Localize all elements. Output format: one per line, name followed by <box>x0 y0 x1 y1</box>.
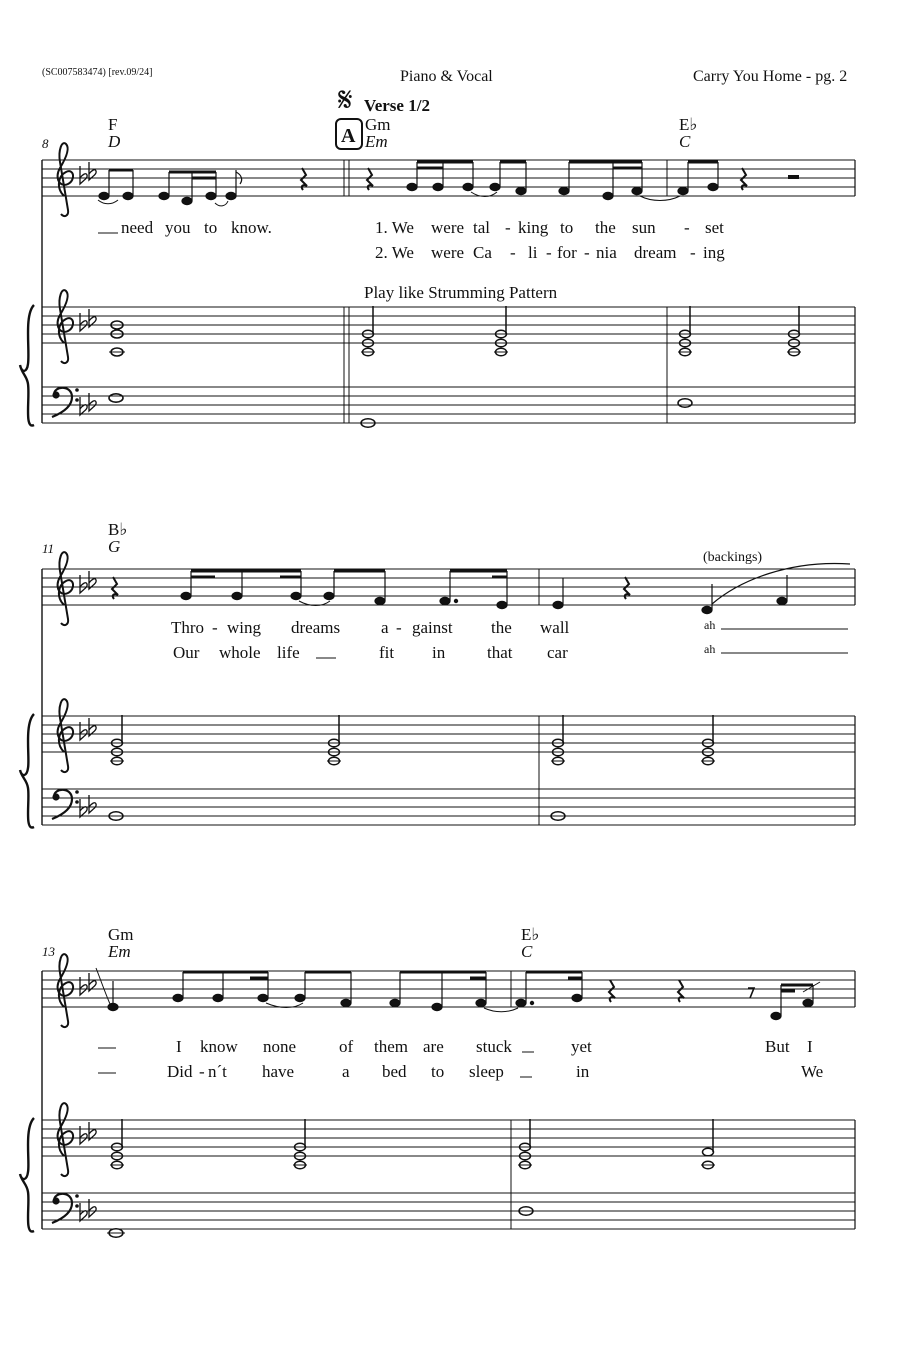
treble-clef-icon <box>58 552 74 625</box>
lyric-hyphen: - <box>510 243 516 262</box>
key-signature-icon <box>80 571 96 593</box>
lyric-syllable: sleep <box>469 1062 504 1081</box>
treble-clef-icon <box>58 699 74 772</box>
lyric-syllable: dreams <box>291 618 341 637</box>
lyric-syllable: ah <box>704 642 716 656</box>
lyric-hyphen: - <box>684 218 690 237</box>
system-1 <box>20 82 855 427</box>
lyric-syllable: 2. We <box>375 243 414 262</box>
lyric-syllable: dream <box>634 243 677 262</box>
lyric-syllable: life <box>277 643 300 662</box>
lyric-syllable: set <box>705 218 724 237</box>
rehearsal-mark: A <box>341 125 356 147</box>
key-signature-icon <box>80 718 96 740</box>
performance-instruction: Play like Strumming Pattern <box>364 283 558 302</box>
treble-clef-icon <box>58 954 74 1027</box>
bar-number: 11 <box>42 541 55 556</box>
lyric-syllable: li <box>528 243 538 262</box>
chord-symbol: Gm <box>108 925 134 944</box>
lyrics-line-1 <box>171 618 848 637</box>
backings-label: (backings) <box>703 550 763 565</box>
lyric-syllable: car <box>547 643 568 662</box>
lyric-syllable: wall <box>540 618 570 637</box>
lyric-syllable: n´t <box>208 1062 227 1081</box>
lyric-hyphen: - <box>396 618 402 637</box>
lyric-syllable: Our <box>173 643 200 662</box>
lyric-syllable: gainst <box>412 618 453 637</box>
lyric-syllable: them <box>374 1037 408 1056</box>
lyric-syllable: whole <box>219 643 261 662</box>
chord-symbol: B♭ <box>108 520 128 539</box>
lyric-syllable: in <box>576 1062 590 1081</box>
lyric-syllable: Did <box>167 1062 193 1081</box>
lyrics-line-2 <box>98 1062 823 1081</box>
lyric-syllable: know <box>200 1037 238 1056</box>
lyric-syllable: I <box>176 1037 182 1056</box>
system-3 <box>20 925 855 1237</box>
lyric-syllable: of <box>339 1037 354 1056</box>
lyric-syllable: ah <box>704 618 716 632</box>
lyric-syllable: to <box>204 218 218 237</box>
chord-alt-symbol: Em <box>365 132 388 151</box>
segno-icon: 𝄋 <box>338 82 353 119</box>
lyric-syllable: the <box>595 218 616 237</box>
bass-clef-icon <box>52 388 79 417</box>
lyric-syllable: were <box>431 243 465 262</box>
bass-clef-icon <box>52 790 79 819</box>
chord-alt-symbol: Em <box>108 942 131 961</box>
chord-symbol: Gm <box>365 115 391 134</box>
lyric-syllable: none <box>263 1037 297 1056</box>
section-label: Verse 1/2 <box>364 96 430 115</box>
lyric-syllable: are <box>423 1037 444 1056</box>
chord-alt-symbol: D <box>108 132 121 151</box>
lyric-syllable: king <box>518 218 549 237</box>
lyric-syllable: fit <box>379 643 395 662</box>
lyric-syllable: nia <box>596 243 617 262</box>
chord-symbol: E♭ <box>521 925 540 944</box>
lyric-syllable: for <box>557 243 577 262</box>
lyric-hyphen: - <box>584 243 590 262</box>
lyric-syllable: the <box>491 618 512 637</box>
chord-symbol: E♭ <box>679 115 698 134</box>
lyric-syllable: I <box>807 1037 813 1056</box>
chord-alt-symbol: C <box>679 132 691 151</box>
lyric-syllable: ing <box>703 243 725 262</box>
lyric-syllable: have <box>262 1062 295 1081</box>
lyric-syllable: Thro <box>171 618 205 637</box>
bar-number: 8 <box>42 136 49 151</box>
treble-clef-icon <box>58 1103 74 1176</box>
key-signature-icon <box>80 309 96 331</box>
key-signature-icon <box>80 973 96 995</box>
piano-brace <box>20 1118 34 1232</box>
lyric-syllable: to <box>560 218 574 237</box>
catalog-number: (SC007583474) [rev.09/24] <box>42 67 153 78</box>
lyric-hyphen: - <box>505 218 511 237</box>
lyric-syllable: that <box>487 643 513 662</box>
lyric-syllable: wing <box>227 618 261 637</box>
lyric-syllable: 1. We <box>375 218 414 237</box>
chord-symbol: F <box>108 115 118 134</box>
lyric-hyphen: - <box>690 243 696 262</box>
lyric-hyphen: - <box>212 618 218 637</box>
lyric-syllable: bed <box>382 1062 407 1081</box>
lyric-syllable: to <box>431 1062 445 1081</box>
lyric-syllable: a <box>381 618 389 637</box>
lyric-syllable: were <box>431 218 465 237</box>
page-title: Carry You Home - pg. 2 <box>693 68 848 85</box>
lyric-syllable: tal <box>473 218 490 237</box>
lyric-syllable: We <box>801 1062 824 1081</box>
key-signature-icon <box>80 162 96 184</box>
lyrics-line-1 <box>98 218 724 237</box>
piano-brace <box>20 305 34 426</box>
bar-number: 13 <box>42 944 55 959</box>
lyric-syllable: yet <box>571 1037 592 1056</box>
chord-alt-symbol: G <box>108 537 121 556</box>
lyric-syllable: a <box>342 1062 350 1081</box>
lyrics-line-2 <box>375 243 725 262</box>
system-2 <box>20 520 855 828</box>
lyric-hyphen: - <box>546 243 552 262</box>
lyric-syllable: in <box>432 643 446 662</box>
piano-brace <box>20 714 34 828</box>
lyric-syllable: stuck <box>476 1037 512 1056</box>
lyric-hyphen: - <box>199 1062 205 1081</box>
lyric-syllable: sun <box>632 218 656 237</box>
lyric-syllable: you <box>165 218 191 237</box>
part-name: Piano & Vocal <box>400 68 493 85</box>
lyric-syllable: But <box>765 1037 790 1056</box>
lyric-syllable: need <box>121 218 154 237</box>
lyrics-line-2 <box>173 642 848 662</box>
lyric-syllable: Ca <box>473 243 492 262</box>
treble-clef-icon <box>58 290 74 363</box>
key-signature-icon <box>80 1122 96 1144</box>
chord-alt-symbol: C <box>521 942 533 961</box>
treble-clef-icon <box>58 143 74 216</box>
lyrics-line-1 <box>98 1037 813 1056</box>
lyric-syllable: know. <box>231 218 272 237</box>
bass-clef-icon <box>52 1194 79 1223</box>
